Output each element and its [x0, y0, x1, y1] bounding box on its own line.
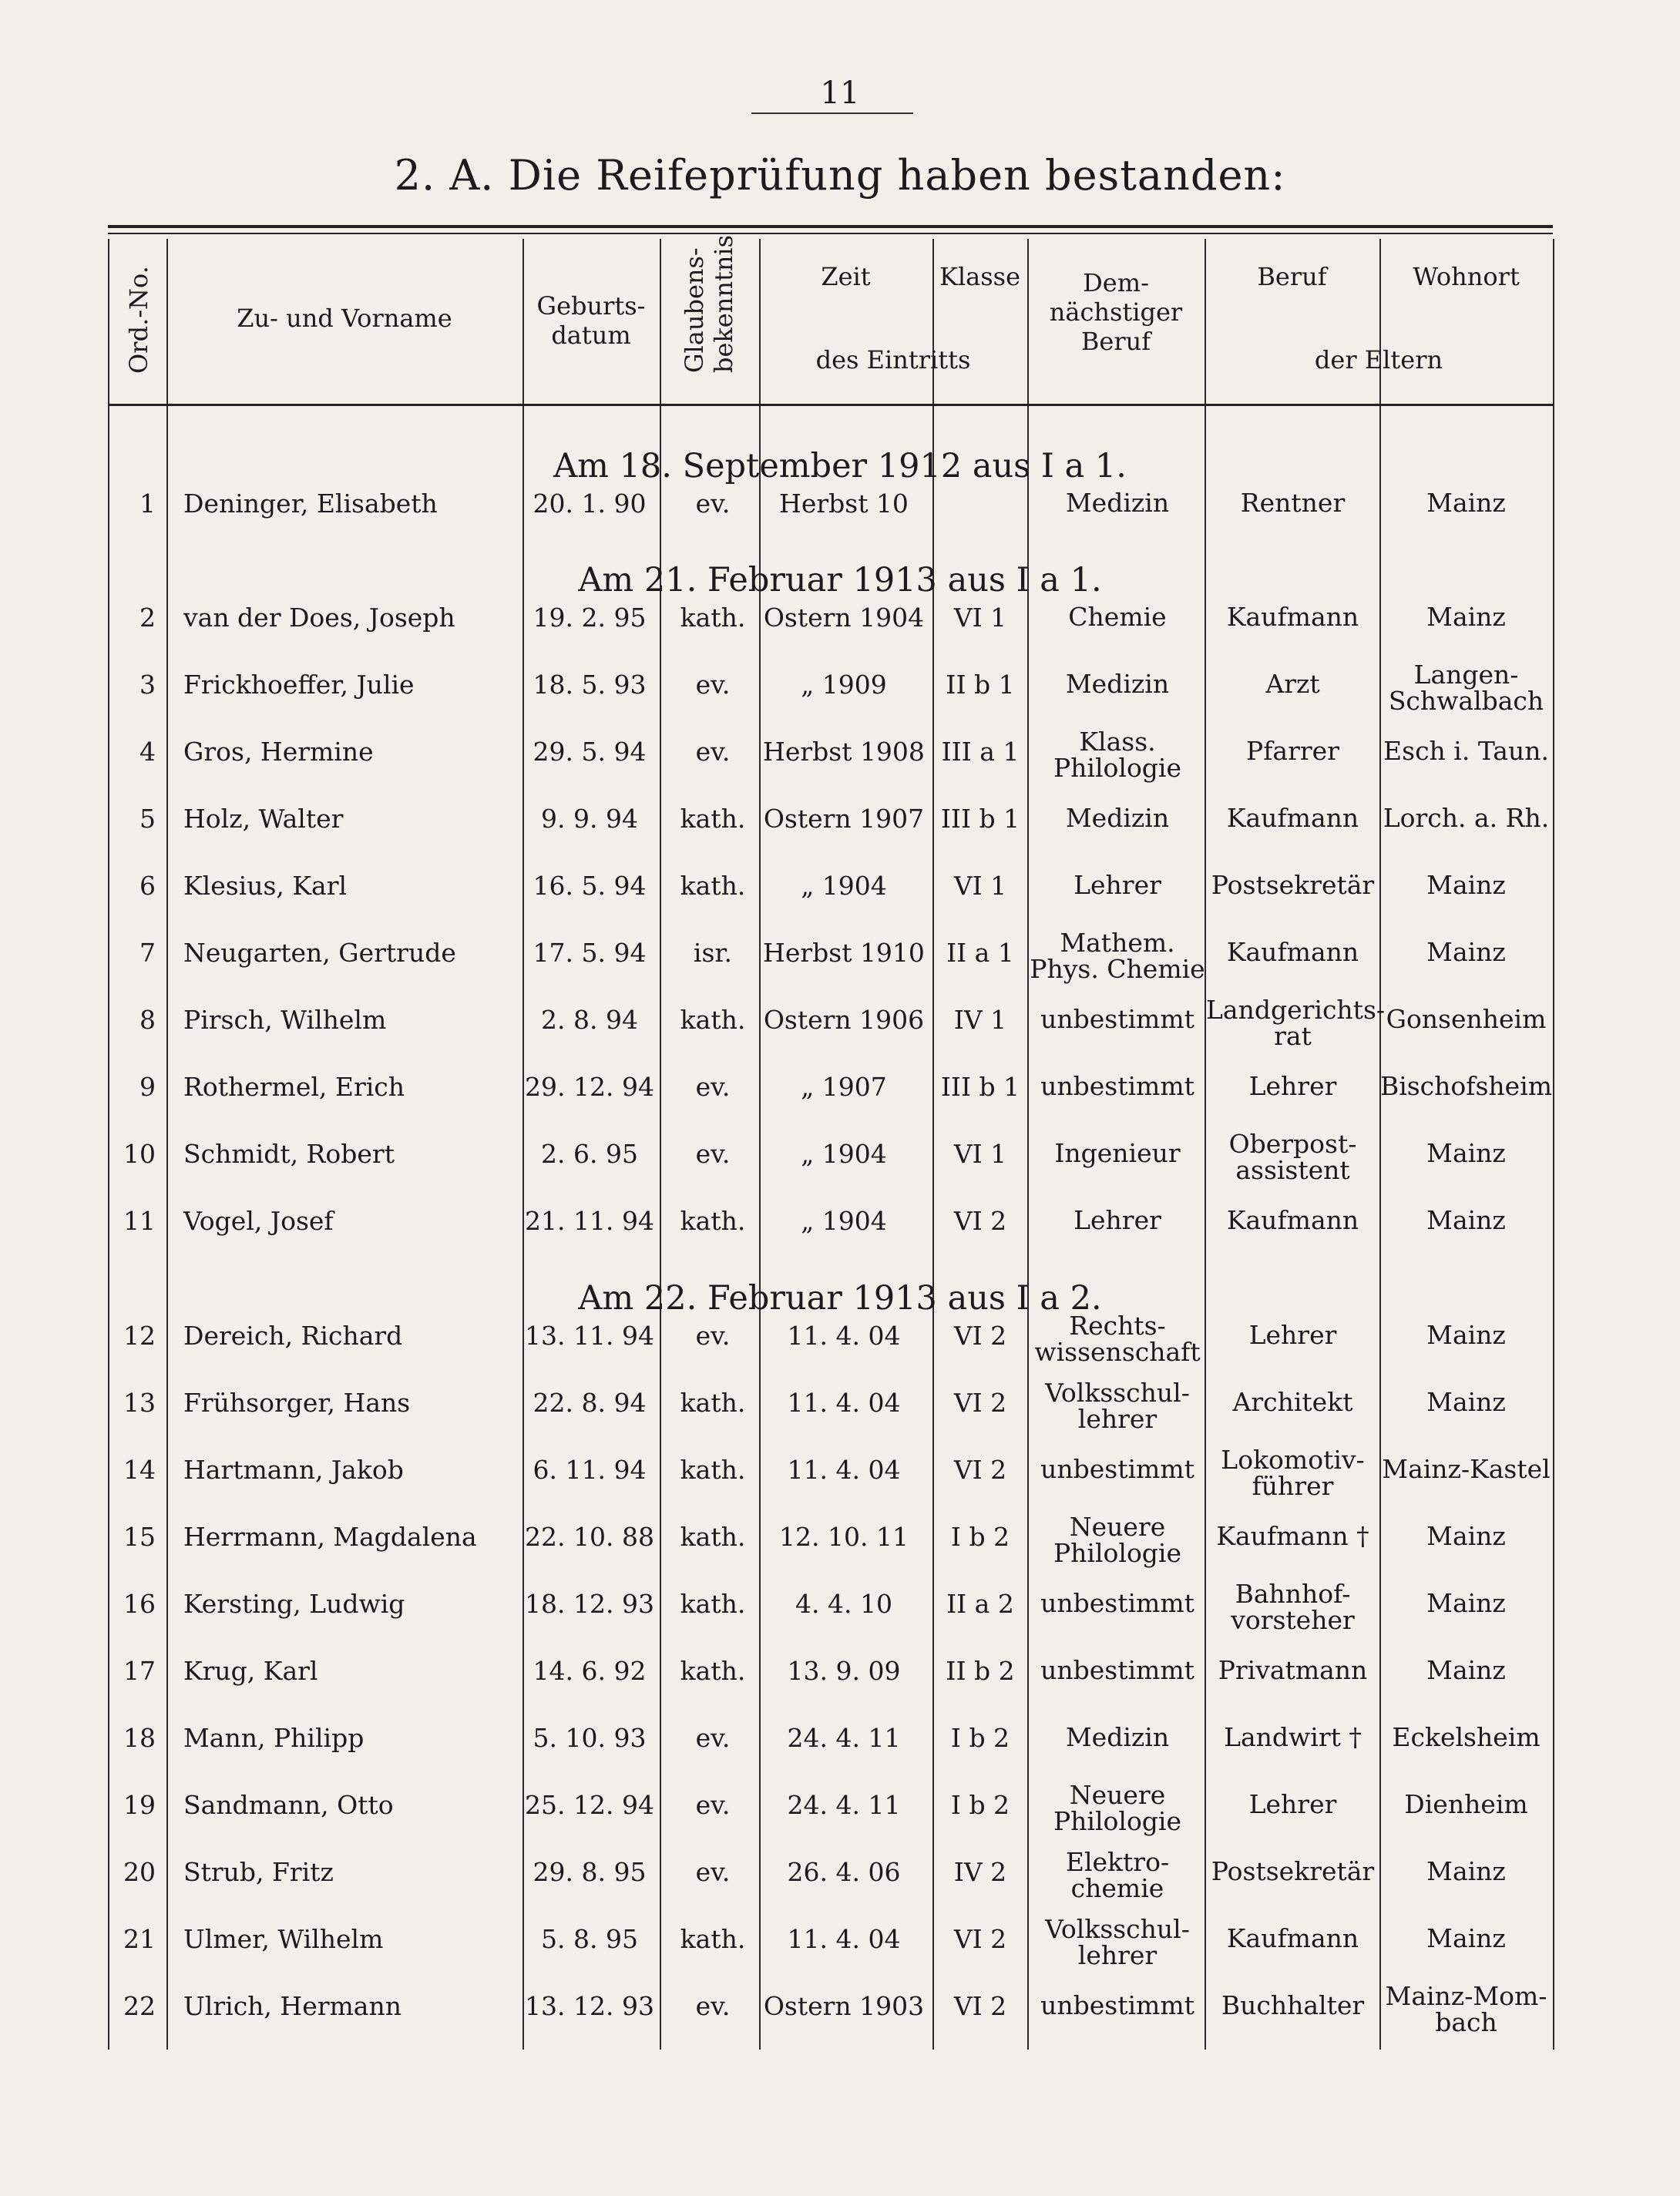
header-time: Zeit — [821, 262, 871, 291]
entry-time: 11. 4. 04 — [787, 1321, 901, 1351]
row-number: 14 — [123, 1455, 156, 1485]
parent-residence: Mainz — [1426, 1205, 1506, 1235]
parent-residence: Mainz — [1426, 1320, 1506, 1350]
confession: ev. — [695, 670, 731, 700]
confession: kath. — [680, 1924, 746, 1954]
section-title: Am 22. Februar 1913 aus I a 2. — [578, 1279, 1102, 1318]
entry-time: 4. 4. 10 — [795, 1589, 892, 1619]
parent-profession: Lehrer — [1248, 1071, 1337, 1101]
table-row — [0, 1512, 1680, 1591]
student-name: Sandmann, Otto — [183, 1790, 394, 1820]
entry-time: „ 1904 — [801, 1206, 887, 1236]
parent-profession: Pfarrer — [1246, 736, 1339, 766]
parent-profession: Architekt — [1232, 1387, 1353, 1417]
student-name: Krug, Karl — [183, 1656, 318, 1686]
student-name: Hartmann, Jakob — [183, 1455, 404, 1485]
header-entry: des Eintritts — [815, 345, 971, 374]
future-career: Klass. Philologie — [1053, 727, 1182, 783]
row-number: 3 — [139, 670, 156, 700]
row-number: 7 — [139, 938, 156, 968]
birth-date: 6. 11. 94 — [533, 1455, 647, 1485]
entry-class: VI 2 — [953, 1924, 1007, 1954]
parent-residence: Mainz — [1426, 488, 1506, 518]
student-name: Neugarten, Gertrude — [183, 938, 456, 968]
confession: ev. — [695, 1321, 731, 1351]
parent-residence: Dienheim — [1404, 1789, 1528, 1819]
confession: kath. — [680, 804, 746, 834]
student-name: Frühsorger, Hans — [183, 1388, 411, 1418]
row-number: 22 — [123, 1991, 156, 2021]
table-row — [0, 490, 1680, 558]
row-number: 1 — [139, 489, 156, 519]
parent-residence: Mainz-Kastel — [1382, 1454, 1551, 1484]
parent-residence: Langen- Schwalbach — [1388, 660, 1544, 716]
student-name: Strub, Fritz — [183, 1857, 334, 1887]
confession: ev. — [695, 1723, 731, 1753]
confession: kath. — [680, 1005, 746, 1035]
birth-date: 19. 2. 95 — [533, 603, 647, 633]
student-name: Dereich, Richard — [183, 1321, 403, 1351]
future-career: Rechts- wissenschaft — [1034, 1311, 1201, 1367]
future-career: Medizin — [1065, 488, 1170, 518]
row-number: 8 — [139, 1005, 156, 1035]
row-number: 15 — [123, 1522, 156, 1552]
future-career: Ingenieur — [1054, 1138, 1181, 1168]
future-career: Medizin — [1065, 1722, 1170, 1752]
table-row — [0, 1579, 1680, 1658]
parent-residence: Mainz — [1426, 1138, 1506, 1168]
entry-class: VI 1 — [953, 871, 1007, 901]
student-name: van der Does, Joseph — [183, 603, 455, 633]
row-number: 6 — [139, 871, 156, 901]
entry-class: II b 2 — [946, 1656, 1015, 1686]
student-name: Mann, Philipp — [183, 1723, 365, 1753]
table-row — [0, 1129, 1680, 1208]
parent-profession: Kaufmann — [1226, 937, 1359, 967]
entry-time: Herbst 10 — [779, 489, 909, 519]
confession: ev. — [695, 1991, 731, 2021]
header-parent-job: Beruf — [1257, 262, 1327, 291]
future-career: Lehrer — [1074, 1205, 1161, 1235]
future-career: Neuere Philologie — [1053, 1512, 1182, 1568]
parent-profession: Kaufmann † — [1216, 1521, 1369, 1551]
entry-time: „ 1907 — [801, 1072, 887, 1102]
table-row — [0, 1657, 1680, 1725]
parent-profession: Bahnhof- vorsteher — [1231, 1579, 1355, 1635]
confession: ev. — [695, 1139, 731, 1169]
parent-profession: Buchhalter — [1221, 1990, 1365, 2020]
header-parents: der Eltern — [1314, 345, 1443, 374]
row-number: 20 — [123, 1857, 156, 1887]
row-number: 12 — [123, 1321, 156, 1351]
page-number-rule — [751, 112, 913, 114]
entry-class: III a 1 — [941, 737, 1020, 767]
future-career: unbestimmt — [1040, 1588, 1194, 1618]
birth-date: 2. 6. 95 — [541, 1139, 638, 1169]
parent-profession: Kaufmann — [1226, 602, 1359, 632]
header-ord-no: Ord.-No. — [124, 266, 153, 374]
birth-date: 25. 12. 94 — [525, 1790, 654, 1820]
birth-date: 9. 9. 94 — [541, 804, 638, 834]
page-title: 2. A. Die Reifeprüfung haben bestanden: — [394, 151, 1286, 200]
entry-time: „ 1904 — [801, 1139, 887, 1169]
confession: ev. — [695, 489, 731, 519]
confession: kath. — [680, 1206, 746, 1236]
future-career: unbestimmt — [1040, 1655, 1194, 1685]
entry-class: I b 2 — [950, 1522, 1010, 1552]
birth-date: 13. 12. 93 — [525, 1991, 654, 2021]
student-name: Gros, Hermine — [183, 737, 374, 767]
entry-class: VI 2 — [953, 1455, 1007, 1485]
parent-residence: Mainz — [1426, 1856, 1506, 1886]
entry-class: VI 1 — [953, 1139, 1007, 1169]
confession: kath. — [680, 603, 746, 633]
parent-residence: Lorch. a. Rh. — [1383, 803, 1550, 833]
row-number: 10 — [123, 1139, 156, 1169]
entry-time: Ostern 1903 — [763, 1991, 925, 2021]
entry-class: VI 2 — [953, 1206, 1007, 1236]
confession: ev. — [695, 1857, 731, 1887]
entry-time: 11. 4. 04 — [787, 1924, 901, 1954]
top-rule-thin — [108, 233, 1553, 234]
entry-class: VI 2 — [953, 1321, 1007, 1351]
parent-residence: Mainz — [1426, 870, 1506, 900]
entry-time: „ 1909 — [801, 670, 887, 700]
birth-date: 13. 11. 94 — [525, 1321, 654, 1351]
confession: kath. — [680, 1589, 746, 1619]
parent-profession: Arzt — [1265, 669, 1320, 699]
entry-time: 11. 4. 04 — [787, 1388, 901, 1418]
header-birth: Geburts- datum — [536, 291, 646, 350]
confession: ev. — [695, 1790, 731, 1820]
entry-class: III b 1 — [940, 1072, 1020, 1102]
entry-class: I b 2 — [950, 1723, 1010, 1753]
top-rule — [108, 225, 1553, 228]
parent-residence: Mainz — [1426, 1655, 1506, 1685]
parent-profession: Landgerichts- rat — [1206, 995, 1386, 1051]
birth-date: 18. 5. 93 — [533, 670, 647, 700]
row-number: 16 — [123, 1589, 156, 1619]
row-number: 21 — [123, 1924, 156, 1954]
student-name: Herrmann, Magdalena — [183, 1522, 477, 1552]
student-name: Frickhoeffer, Julie — [183, 670, 415, 700]
table-row — [0, 660, 1680, 739]
entry-class: II a 2 — [946, 1589, 1014, 1619]
future-career: Chemie — [1068, 602, 1167, 632]
row-number: 13 — [123, 1388, 156, 1418]
future-career: unbestimmt — [1040, 1454, 1194, 1484]
student-name: Kersting, Ludwig — [183, 1589, 405, 1619]
birth-date: 16. 5. 94 — [533, 871, 647, 901]
parent-residence: Mainz — [1426, 937, 1506, 967]
confession: kath. — [680, 1388, 746, 1418]
future-career: Volksschul- lehrer — [1045, 1914, 1190, 1970]
student-name: Ulmer, Wilhelm — [183, 1924, 384, 1954]
student-name: Klesius, Karl — [183, 871, 348, 901]
birth-date: 17. 5. 94 — [533, 938, 647, 968]
entry-class: IV 1 — [953, 1005, 1007, 1035]
entry-time: 26. 4. 06 — [787, 1857, 901, 1887]
birth-date: 29. 8. 95 — [533, 1857, 647, 1887]
entry-time: 24. 4. 11 — [787, 1723, 901, 1753]
entry-time: 11. 4. 04 — [787, 1455, 901, 1485]
table-row — [0, 872, 1680, 940]
student-name: Pirsch, Wilhelm — [183, 1005, 387, 1035]
parent-profession: Lokomotiv- führer — [1221, 1445, 1365, 1501]
future-career: Volksschul- lehrer — [1045, 1378, 1190, 1434]
table-row — [0, 928, 1680, 1007]
row-number: 18 — [123, 1723, 156, 1753]
table-row — [0, 1445, 1680, 1524]
parent-profession: Rentner — [1240, 488, 1346, 518]
parent-profession: Kaufmann — [1226, 1923, 1359, 1953]
student-name: Rothermel, Erich — [183, 1072, 405, 1102]
parent-residence: Bischofsheim — [1379, 1071, 1553, 1101]
parent-residence: Mainz — [1426, 1387, 1506, 1417]
parent-residence: Mainz — [1426, 602, 1506, 632]
parent-profession: Landwirt † — [1224, 1722, 1362, 1752]
confession: ev. — [695, 1072, 731, 1102]
parent-residence: Mainz — [1426, 1588, 1506, 1618]
table-row — [0, 727, 1680, 806]
parent-residence: Esch i. Taun. — [1383, 736, 1549, 766]
table-row — [0, 1780, 1680, 1859]
birth-date: 22. 8. 94 — [533, 1388, 647, 1418]
parent-residence: Mainz-Mom- bach — [1385, 1981, 1547, 2037]
parent-residence: Mainz — [1426, 1923, 1506, 1953]
birth-date: 22. 10. 88 — [525, 1522, 654, 1552]
parent-profession: Oberpost- assistent — [1228, 1129, 1357, 1185]
table-row — [0, 995, 1680, 1074]
table-row — [0, 1981, 1680, 2060]
table-row — [0, 1073, 1680, 1141]
page-number: 11 — [820, 76, 860, 111]
header-bottom-rule — [108, 404, 1553, 406]
table-row — [0, 805, 1680, 873]
parent-residence: Mainz — [1426, 1521, 1506, 1551]
birth-date: 5. 8. 95 — [541, 1924, 638, 1954]
parent-residence: Gonsenheim — [1386, 1004, 1547, 1034]
birth-date: 20. 1. 90 — [533, 489, 647, 519]
future-career: Medizin — [1065, 669, 1170, 699]
confession: kath. — [680, 871, 746, 901]
parent-profession: Privatmann — [1218, 1655, 1368, 1685]
entry-time: Herbst 1910 — [763, 938, 925, 968]
future-career: Neuere Philologie — [1053, 1780, 1182, 1836]
confession: kath. — [680, 1455, 746, 1485]
future-career: Lehrer — [1074, 870, 1161, 900]
student-name: Ulrich, Hermann — [183, 1991, 402, 2021]
parent-profession: Postsekretär — [1211, 1856, 1375, 1886]
entry-time: Ostern 1906 — [763, 1005, 925, 1035]
header-career: Dem- nächstiger Beruf — [1049, 268, 1183, 356]
entry-class: VI 2 — [953, 1388, 1007, 1418]
birth-date: 29. 12. 94 — [525, 1072, 654, 1102]
student-name: Holz, Walter — [183, 804, 344, 834]
parent-profession: Kaufmann — [1226, 1205, 1359, 1235]
row-number: 5 — [139, 804, 156, 834]
row-number: 11 — [123, 1206, 156, 1236]
student-name: Vogel, Josef — [183, 1206, 334, 1236]
entry-class: II b 1 — [946, 670, 1015, 700]
parent-profession: Postsekretär — [1211, 870, 1375, 900]
header-confession: Glaubens- bekenntnis — [680, 234, 738, 373]
entry-time: „ 1904 — [801, 871, 887, 901]
birth-date: 14. 6. 92 — [533, 1656, 647, 1686]
birth-date: 18. 12. 93 — [525, 1589, 654, 1619]
confession: isr. — [693, 938, 733, 968]
entry-class: IV 2 — [953, 1857, 1007, 1887]
future-career: unbestimmt — [1040, 1990, 1194, 2020]
student-name: Schmidt, Robert — [183, 1139, 395, 1169]
entry-class: III b 1 — [940, 804, 1020, 834]
table-row — [0, 1311, 1680, 1390]
parent-profession: Lehrer — [1248, 1320, 1337, 1350]
row-number: 2 — [139, 603, 156, 633]
birth-date: 21. 11. 94 — [525, 1206, 654, 1236]
entry-time: Herbst 1908 — [763, 737, 925, 767]
entry-time: Ostern 1904 — [763, 603, 925, 633]
parent-profession: Kaufmann — [1226, 803, 1359, 833]
header-class: Klasse — [939, 262, 1020, 291]
future-career: unbestimmt — [1040, 1071, 1194, 1101]
future-career: Medizin — [1065, 803, 1170, 833]
future-career: unbestimmt — [1040, 1004, 1194, 1034]
confession: kath. — [680, 1522, 746, 1552]
parent-residence: Eckelsheim — [1392, 1722, 1541, 1752]
student-name: Deninger, Elisabeth — [183, 489, 438, 519]
section-title: Am 18. September 1912 aus I a 1. — [553, 447, 1127, 485]
confession: kath. — [680, 1656, 746, 1686]
entry-class: VI 2 — [953, 1991, 1007, 2021]
table-row — [0, 1207, 1680, 1275]
entry-time: 13. 9. 09 — [787, 1656, 901, 1686]
entry-time: 12. 10. 11 — [779, 1522, 909, 1552]
future-career: Mathem. Phys. Chemie — [1030, 928, 1205, 984]
table-row — [0, 1378, 1680, 1457]
table-row — [0, 1847, 1680, 1926]
parent-profession: Lehrer — [1248, 1789, 1337, 1819]
table-row — [0, 1724, 1680, 1792]
confession: ev. — [695, 737, 731, 767]
row-number: 19 — [123, 1790, 156, 1820]
birth-date: 2. 8. 94 — [541, 1005, 638, 1035]
row-number: 9 — [139, 1072, 156, 1102]
row-number: 17 — [123, 1656, 156, 1686]
entry-class: II a 1 — [946, 938, 1014, 968]
entry-time: Ostern 1907 — [763, 804, 925, 834]
entry-class: VI 1 — [953, 603, 1007, 633]
row-number: 4 — [139, 737, 156, 767]
header-name: Zu- und Vorname — [237, 304, 452, 333]
section-title: Am 21. Februar 1913 aus I a 1. — [578, 561, 1102, 599]
entry-class: I b 2 — [950, 1790, 1010, 1820]
entry-time: 24. 4. 11 — [787, 1790, 901, 1820]
header-residence: Wohnort — [1413, 262, 1520, 291]
birth-date: 29. 5. 94 — [533, 737, 647, 767]
future-career: Elektro- chemie — [1065, 1847, 1170, 1903]
birth-date: 5. 10. 93 — [533, 1723, 647, 1753]
